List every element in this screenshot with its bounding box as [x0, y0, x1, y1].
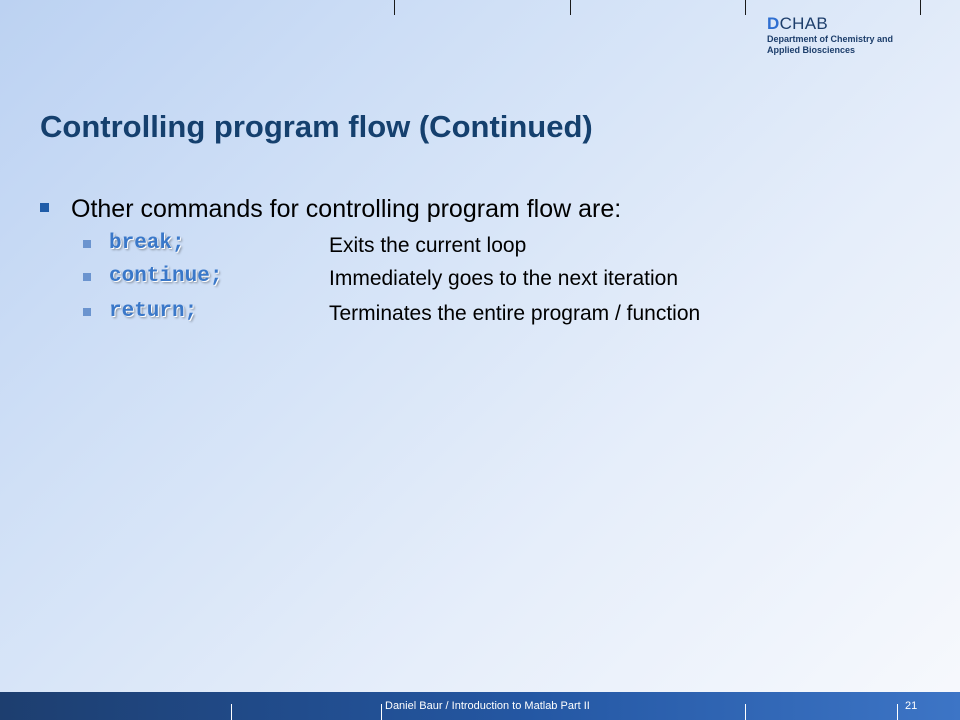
command-code: return; — [109, 300, 198, 323]
sub-bullet-square-icon — [83, 240, 91, 248]
logo-subtitle-line2: Applied Biosciences — [767, 45, 856, 55]
sub-bullet-square-icon — [83, 308, 91, 316]
logo-subtitle-line1: Department of Chemistry and — [767, 34, 894, 44]
logo-name: CHAB — [779, 14, 829, 33]
slide-title: Controlling program flow (Continued) — [40, 109, 593, 144]
footer-bar — [0, 692, 960, 720]
top-divider-tick — [920, 0, 921, 15]
main-bullet — [40, 195, 621, 224]
bullet-square-icon — [40, 203, 49, 212]
footer-divider-tick — [231, 704, 232, 720]
footer-divider-tick — [897, 704, 898, 720]
footer-divider-tick — [745, 704, 746, 720]
logo-initial: D — [767, 14, 780, 33]
main-bullet-text: Other commands for controlling program flow are: — [71, 195, 622, 223]
footer-divider-tick — [381, 704, 382, 720]
logo-wordmark — [767, 14, 893, 34]
page-number: 21 — [905, 700, 918, 712]
footer-text: Daniel Baur / Introduction to Matlab Part II — [385, 700, 590, 712]
sub-bullet-square-icon — [83, 273, 91, 281]
command-code: break; — [109, 232, 185, 255]
command-description: Exits the current loop — [329, 234, 527, 257]
command-description: Terminates the entire program / function — [329, 302, 701, 325]
command-description: Immediately goes to the next iteration — [329, 267, 679, 290]
command-code: continue; — [109, 265, 223, 288]
dchab-logo — [767, 14, 893, 56]
top-divider-tick — [570, 0, 571, 15]
top-divider-tick — [745, 0, 746, 15]
top-divider-tick — [394, 0, 395, 15]
